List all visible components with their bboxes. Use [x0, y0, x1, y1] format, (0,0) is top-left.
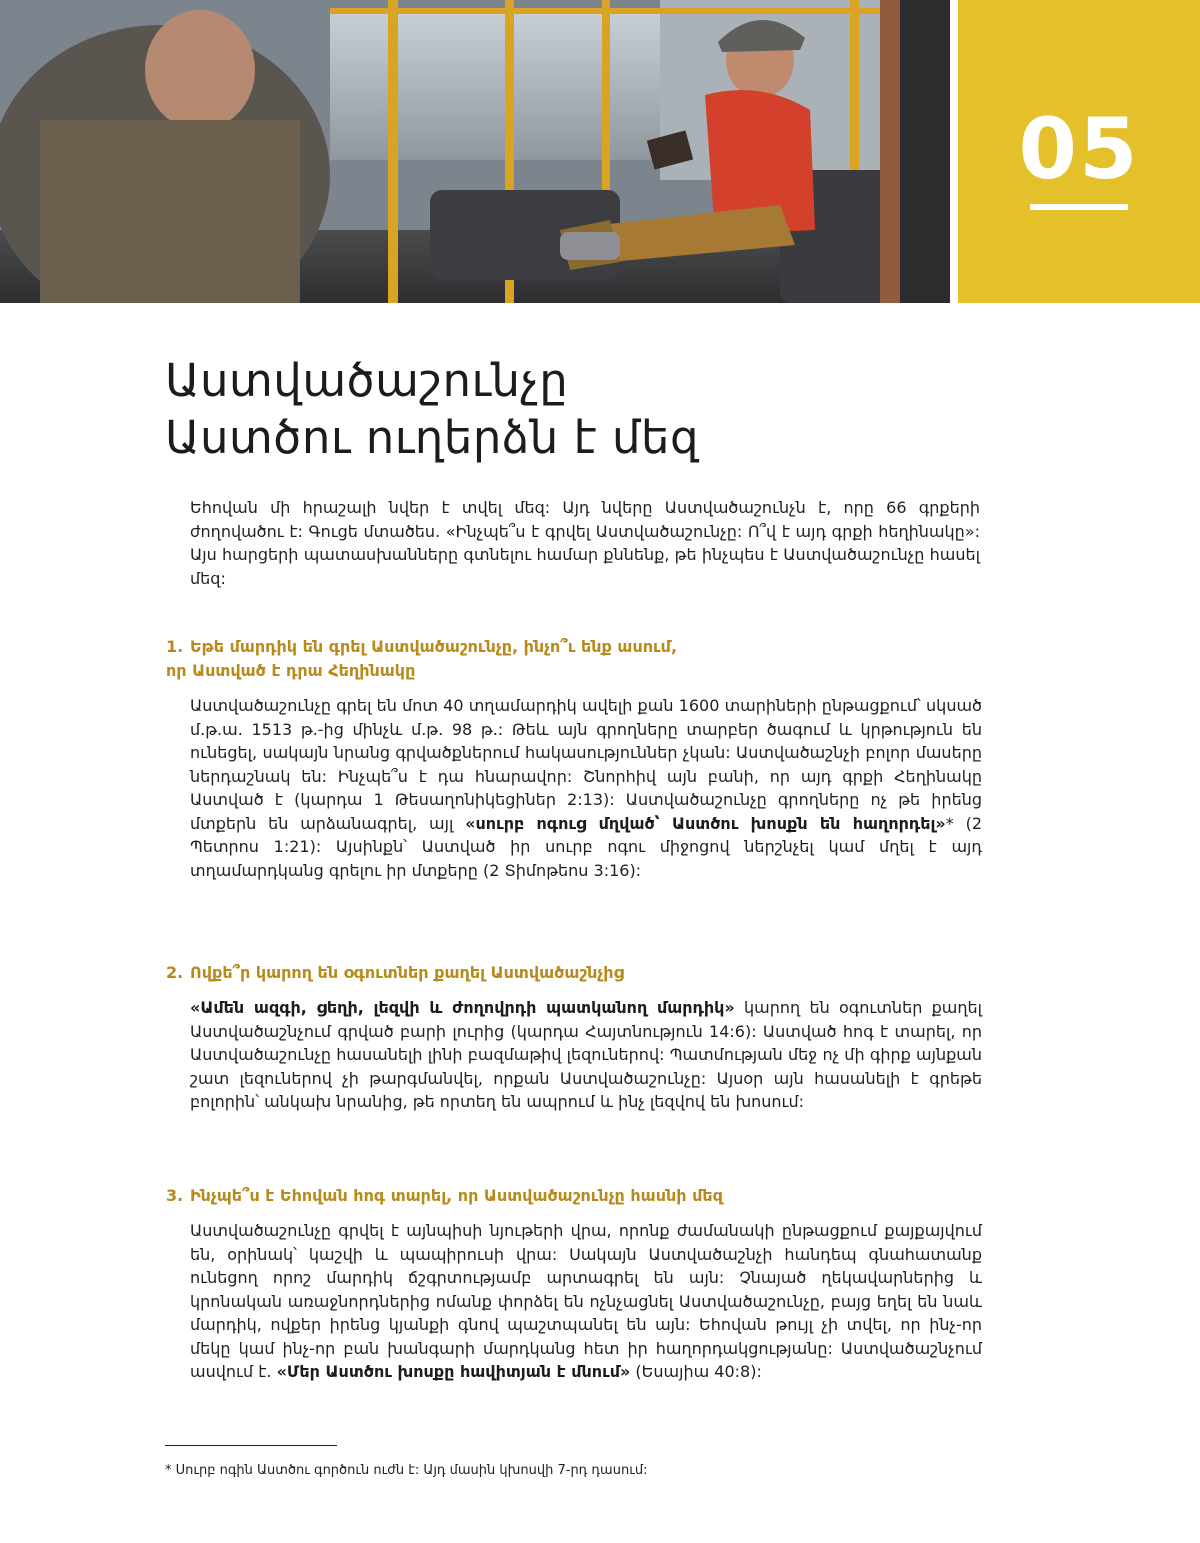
section-3-text-before: Աստվածաշունչը գրվել է այնպիսի նյութերի վրա, որոնք ժամանակի ընթացքում քայքայվում են, օրինակ՝ կաշվի և պապիրուսի վրա: Սակայն Աստվածաշնչի հանդեպ գնահատանք ունեցող որոշ մարդիկ ճշգրտությամբ արտագրել են այն: Չնայած ղեկավարներից և կրոնական առաջնորդներից ոմանք փորձել են ոչնչացնել Աստվածաշունչը, բայց եղել են նաև մարդիկ, ովքեր իրենց կյանքի գնով պաշտպանել են այն: Եհովան թույլ չի տվել, որ ինչ-որ մեկը կամ ինչ-որ բան խանգարի մարդկանց հետ իր հաղորդակցությանը: Աստվածաշնչում ասվում է.: [190, 1221, 982, 1381]
section-1-text-before: Աստվածաշունչը գրել են մոտ 40 տղամարդիկ ավելի քան 1600 տարիների ընթացքում՝ սկսած մ.թ.ա. 1513 թ.-ից մինչև մ.թ. 98 թ.: Թեև այն գրողները տարբեր ծագում և կրթություն են ունեցել, սակայն նրանց գրվածքներում հակասություններ չկան: Աստվածաշնչի բոլոր մասերը ներդաշնակ են: Ինչպե՞ս է դա հնարավոր: Շնորհիվ այն բանի, որ այդ գրքի Հեղինակը Աստված է (կարդա 1 Թեսաղոնիկեցիներ 2:13): Աստվածաշունչը գրողները ոչ թե իրենց մտքերն են արձանագրել, այլ: [190, 696, 982, 833]
section-2-question-line-1: Ովքե՞ր կարող են օգուտներ քաղել Աստվածաշնչից: [190, 963, 624, 982]
page-title: [165, 352, 699, 466]
page-title-line-2: Աստծու ուղերձն է մեզ: [165, 411, 700, 464]
section-3-number: 3.: [166, 1186, 184, 1205]
section-1-answer: [190, 694, 982, 882]
lesson-number-badge: [958, 0, 1200, 303]
section-1-number: 1.: [166, 637, 184, 656]
section-2-question: [166, 961, 982, 985]
hero-photo: [0, 0, 950, 303]
section-2: [166, 961, 982, 1114]
intro-paragraph: Եհովան մի հրաշալի նվեր է տվել մեզ: Այդ նվերը Աստվածաշունչն է, որը 66 գրքերի ժողովածու է: Գուցե մտածես. «Ինչպե՞ս է գրվել Աստվածաշունչը: Ո՞վ է այդ գրքի հեղինակը»: Այս հարցերի պատասխանները գտնելու համար քննենք, թե ինչպես է Աստվածաշունչը հասել մեզ:: [190, 498, 980, 588]
section-1-text-after: * (2 Պետրոս 1:21): Այսինքն՝ Աստված իր սուրբ ոգու միջոցով ներշնչել կամ մղել է այդ տղամարդկանց գրելու իր մտքերը (2 Տիմոթեոս 3:16):: [190, 813, 983, 880]
lesson-number: 05: [1018, 100, 1140, 198]
section-2-text-after: կարող են օգուտներ քաղել Աստվածաշնչում գրված բարի լուրից (կարդա Հայտնություն 14:6): Աստված հոգ է տարել, որ Աստվածաշունչը հասանելի լինի բազմաթիվ լեզուներով: Պատմության մեջ ոչ մի գիրք այնքան շատ լեզուներով չի թարգմանվել, որքան Աստվածաշունչը: Այսօր այն հասանելի է գրեթե բոլորին՝ անկախ նրանից, թե որտեղ են ապրում և ինչ լեզվով են խոսում:: [190, 998, 982, 1111]
section-3-bold-quote: «Մեր Աստծու խոսքը հավիտյան է մնում»: [276, 1362, 631, 1381]
section-2-answer: [190, 996, 982, 1114]
bus-interior-illustration: [0, 0, 950, 303]
footnote: * Սուրբ ոգին Աստծու գործուն ուժն է: Այդ մասին կխոսվի 7-րդ դասում:: [165, 1463, 648, 1478]
badge-underline: [1030, 204, 1128, 210]
section-3: [166, 1184, 982, 1384]
section-1-question: [166, 635, 982, 683]
section-1-question-line-2: որ Աստված է դրա Հեղինակը: [166, 661, 416, 680]
section-2-bold-quote: «Ամեն ազգի, ցեղի, լեզվի և ժողովրդի պատկանող մարդիկ»: [190, 998, 735, 1017]
section-3-text-after: (Եսայիա 40:8):: [630, 1362, 762, 1381]
footnote-divider: [165, 1445, 337, 1446]
section-3-question: [166, 1184, 982, 1208]
section-3-question-line-1: Ինչպե՞ս է Եհովան հոգ տարել, որ Աստվածաշունչը հասնի մեզ: [190, 1186, 723, 1205]
section-3-answer: [190, 1219, 982, 1384]
section-1-bold-quote: «սուրբ ոգուց մղված՝ Աստծու խոսքն են հաղորդել»: [465, 813, 946, 833]
section-2-number: 2.: [166, 963, 184, 982]
section-1: [166, 635, 982, 882]
page-title-line-1: Աստվածաշունչը: [165, 354, 569, 407]
section-1-question-line-1: Եթե մարդիկ են գրել Աստվածաշունչը, ինչո՞ւ ենք ասում,: [190, 637, 678, 656]
